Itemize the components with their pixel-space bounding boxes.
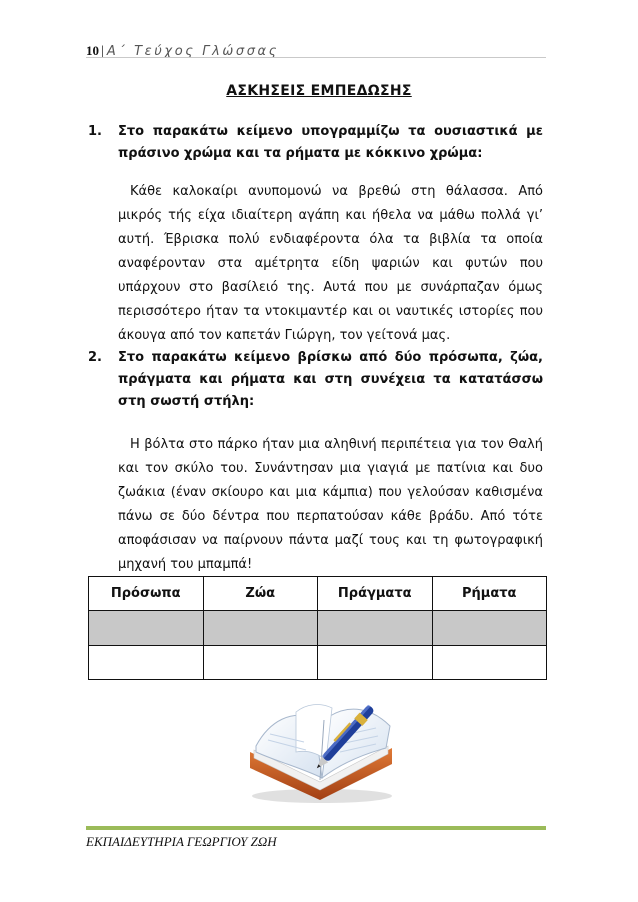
answer-cell[interactable] bbox=[318, 611, 433, 646]
page-title: ΑΣΚΗΣΕΙΣ ΕΜΠΕΔΩΣΗΣ bbox=[226, 83, 412, 99]
exercise-1-number: 1. bbox=[88, 124, 102, 139]
answer-cell[interactable] bbox=[203, 611, 318, 646]
open-book-with-pen-icon bbox=[240, 690, 400, 806]
exercise-1-instruction-text: Στο παρακάτω κείμενο υπογραμμίζω τα ουσιαστικά με πράσινο χρώμα και τα ρήματα με κόκκινο χρώμα: bbox=[118, 124, 543, 161]
answer-cell[interactable] bbox=[432, 611, 547, 646]
column-header-verbs: Ρήματα bbox=[432, 577, 547, 611]
exercise-2-instruction bbox=[88, 347, 543, 413]
header-divider bbox=[86, 57, 546, 58]
answer-cell[interactable] bbox=[318, 646, 433, 680]
exercise-1-text: Κάθε καλοκαίρι ανυπομονώ να βρεθώ στη θάλασσα. Από μικρός τής είχα ιδιαίτερη αγάπη και ήθελα να μάθω πολλά γι’ αυτή. Έβρισκα πολύ ενδιαφέροντα όλα τα βιβλία τα οποία αναφέρονταν στα αμέτρητα είδη ψαριών και φυτών που υπάρχουν στο βασίλειό της. Αυτά που με συνάρπαζαν όμως περισσότερο ήταν τα ντοκιμαντέρ και οι ναυτικές ιστορίες που άκουγα από τον καπετάν Γιώργη, τον γείτονά μας. bbox=[118, 184, 543, 343]
exercise-2-instruction-text: Στο παρακάτω κείμενο βρίσκω από δύο πρόσωπα, ζώα, πράγματα και ρήματα και στη συνέχεια τα κατατάσσω στη σωστή στήλη: bbox=[118, 350, 543, 409]
classification-table bbox=[88, 576, 547, 680]
answer-cell[interactable] bbox=[432, 646, 547, 680]
column-header-things: Πράγματα bbox=[318, 577, 433, 611]
answer-cell[interactable] bbox=[203, 646, 318, 680]
page-number: 10 bbox=[86, 43, 99, 58]
table-header-row bbox=[89, 577, 547, 611]
answer-cell[interactable] bbox=[89, 611, 204, 646]
exercise-2-number: 2. bbox=[88, 350, 102, 365]
footer-divider bbox=[86, 826, 546, 830]
table-row bbox=[89, 611, 547, 646]
column-header-animals: Ζώα bbox=[203, 577, 318, 611]
table-row bbox=[89, 646, 547, 680]
answer-cell[interactable] bbox=[89, 646, 204, 680]
header-title: Α΄ Τεύχος Γλώσσας bbox=[106, 44, 279, 59]
exercise-2-text: Η βόλτα στο πάρκο ήταν μια αληθινή περιπέτεια για τον Θαλή και τον σκύλο του. Συνάντησαν μια γιαγιά με πατίνια και δυο ζωάκια (έναν σκίουρο και μια κάμπια) που γελούσαν καθισμένα πάνω σε δύο δέντρα που περπατούσαν κάθε βράδυ. Από τότε αποφάσισαν να παίρνουν πάντα μαζί τους και τη φωτογραφική μηχανή του μπαμπά! bbox=[118, 437, 543, 572]
column-header-persons: Πρόσωπα bbox=[89, 577, 204, 611]
footer-text: ΕΚΠΑΙΔΕΥΤΗΡΙΑ ΓΕΩΡΓΙΟΥ ΖΩΗ bbox=[86, 834, 277, 849]
header-separator: | bbox=[101, 44, 104, 59]
exercise-1-instruction bbox=[88, 121, 543, 165]
